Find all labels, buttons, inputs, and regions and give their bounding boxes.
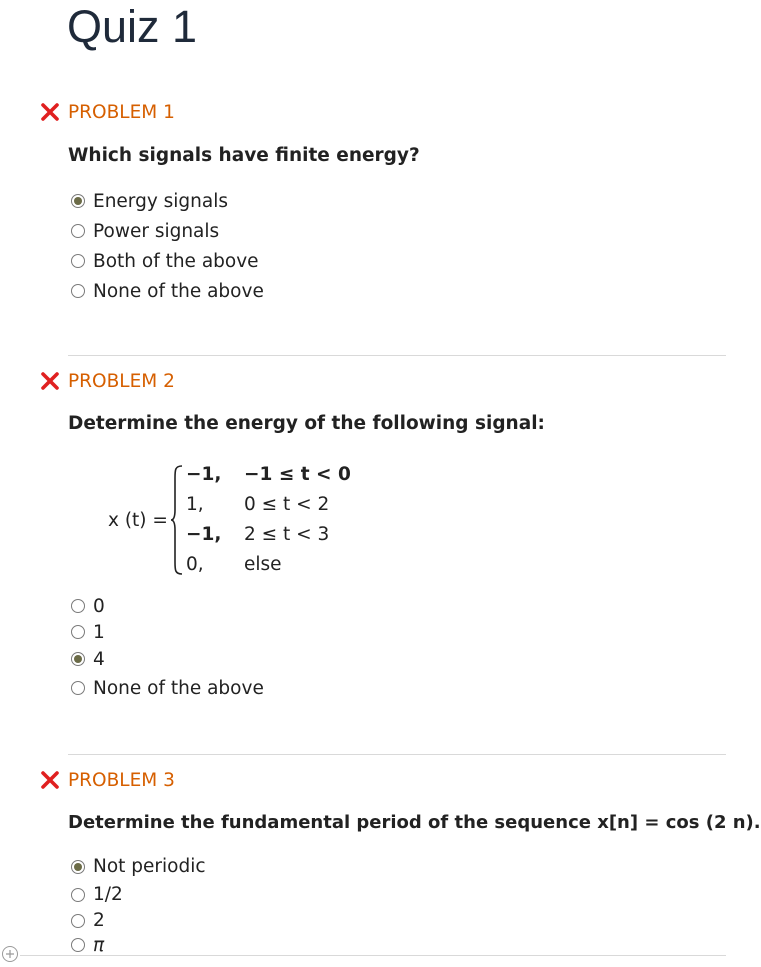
radio-button[interactable] [71,681,85,695]
formula-value: −1, [186,524,222,545]
question-text: Which signals have finite energy? [68,145,420,166]
option-label: 0 [93,595,105,617]
option-energy-signals[interactable] [71,186,264,216]
formula-value: 1, [186,494,204,515]
option-power-signals[interactable] [71,216,264,246]
option-label: 1/2 [93,884,123,905]
option-1[interactable] [71,619,264,645]
answer-options [71,852,206,957]
formula-condition: 0 ≤ t < 2 [244,494,330,515]
page-title: Quiz 1 [67,1,198,52]
radio-button-selected[interactable] [71,652,85,666]
plus-circle-icon[interactable] [1,945,19,963]
option-label: Power signals [93,220,220,242]
option-both[interactable] [71,246,264,276]
radio-button[interactable] [71,599,85,613]
x-mark-icon [40,770,60,790]
formula-lhs: x (t) = [108,510,168,531]
option-label: 1 [93,621,105,643]
radio-button[interactable] [71,625,85,639]
divider [68,754,726,755]
option-2[interactable] [71,908,206,933]
problem-2-header [40,368,175,394]
radio-button[interactable] [71,254,85,268]
question-math: x[n] = cos (2 n). [597,812,761,833]
option-pi[interactable] [71,933,206,957]
option-not-periodic[interactable] [71,852,206,881]
radio-button[interactable] [71,938,85,952]
problem-label: PROBLEM 1 [68,101,175,123]
formula-condition: −1 ≤ t < 0 [244,464,351,485]
option-4[interactable] [71,645,264,673]
option-label: None of the above [93,677,264,699]
problem-label: PROBLEM 3 [68,769,175,791]
formula-value: 0, [186,554,204,575]
formula-value: −1, [186,464,222,485]
option-label: Not periodic [93,856,206,877]
divider [68,355,726,356]
option-none[interactable] [71,673,264,703]
radio-button[interactable] [71,224,85,238]
question-text [68,812,761,833]
formula-condition: else [244,554,282,575]
radio-button[interactable] [71,284,85,298]
option-label: None of the above [93,280,264,302]
answer-options [71,186,264,306]
option-0[interactable] [71,593,264,619]
left-brace-icon [170,464,184,576]
radio-button[interactable] [71,914,85,928]
option-label: 2 [93,910,105,931]
option-label: Both of the above [93,250,259,272]
problem-1-header [40,99,175,125]
x-mark-icon [40,371,60,391]
piecewise-formula [108,460,368,580]
option-label: π [93,934,105,956]
option-label: Energy signals [93,190,229,212]
option-half[interactable] [71,881,206,908]
formula-condition: 2 ≤ t < 3 [244,524,330,545]
radio-button-selected[interactable] [71,860,85,874]
question-prefix: Determine the fundamental period of the sequence [68,812,598,833]
option-label: 4 [93,648,105,670]
problem-3-header [40,767,175,793]
problem-label: PROBLEM 2 [68,370,175,392]
bottom-divider [20,955,726,956]
radio-button[interactable] [71,888,85,902]
x-mark-icon [40,102,60,122]
question-text: Determine the energy of the following signal: [68,413,545,434]
answer-options [71,593,264,703]
option-none[interactable] [71,276,264,306]
radio-button-selected[interactable] [71,194,85,208]
